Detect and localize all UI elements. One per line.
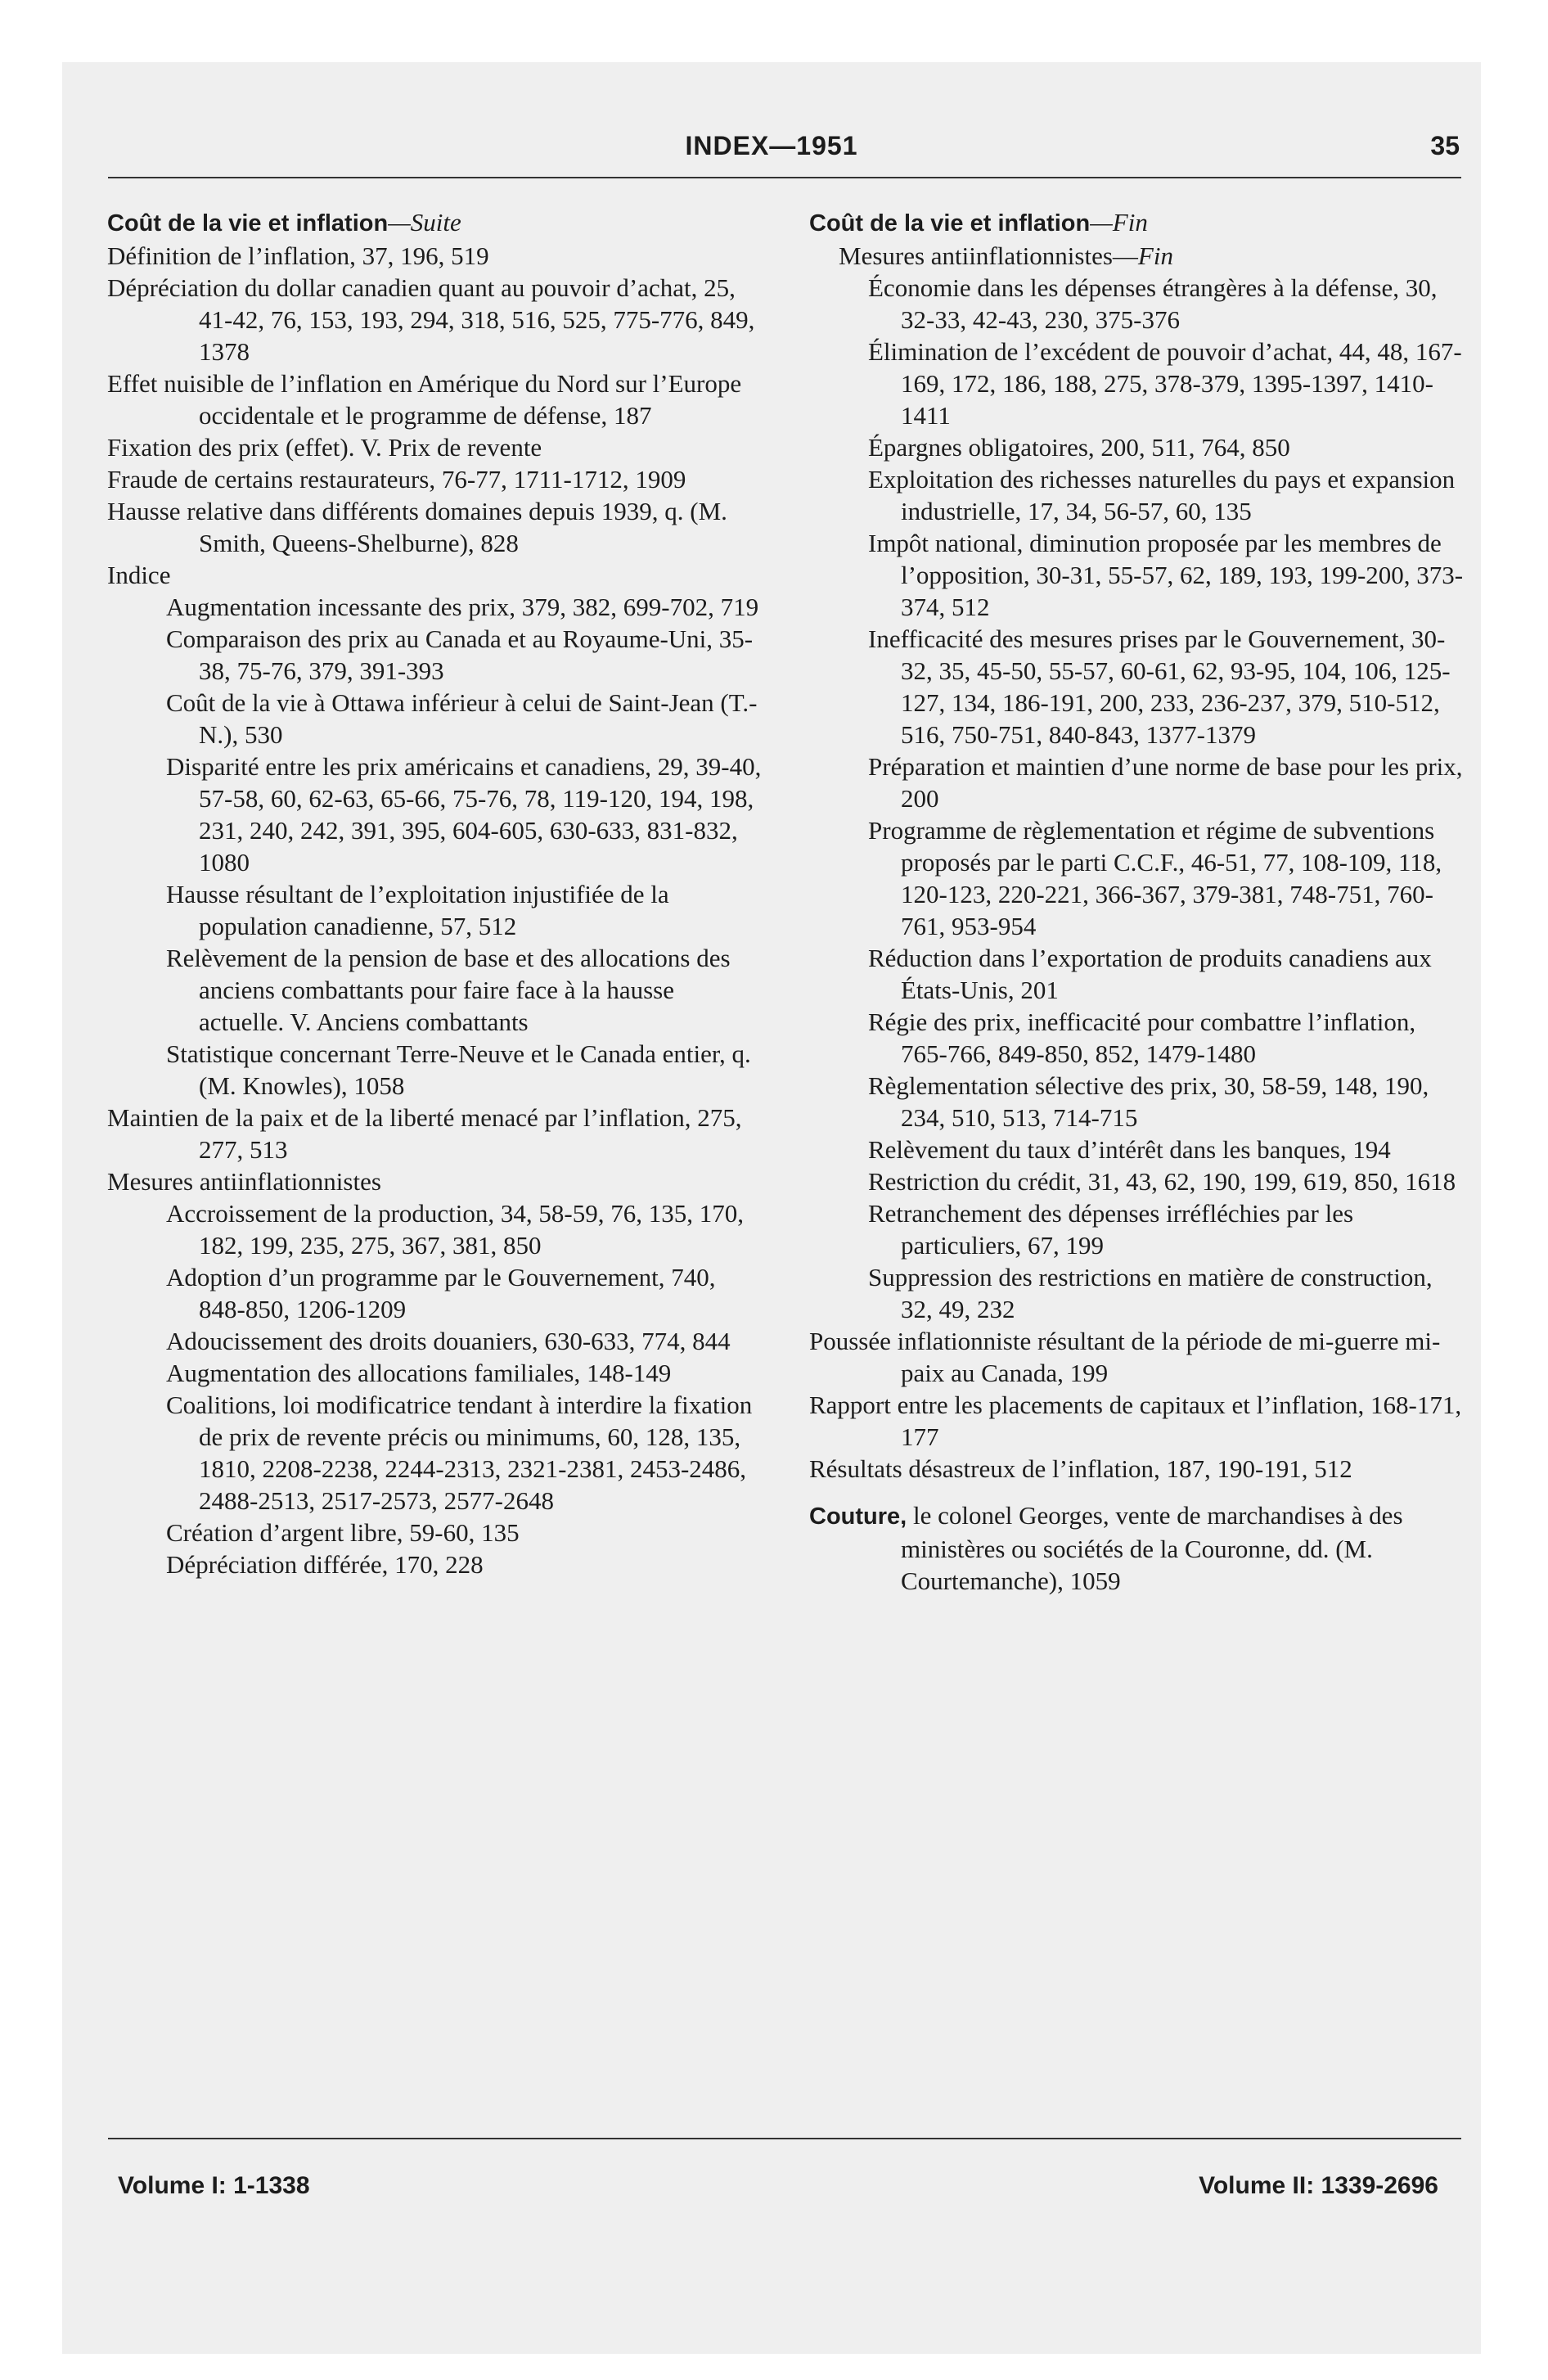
footer-volume-2: Volume II: 1339-2696 bbox=[1199, 2172, 1438, 2199]
left-entries bbox=[107, 240, 762, 1580]
heading-bold: Coût de la vie et inflation bbox=[107, 210, 389, 237]
index-entry: Création d’argent libre, 59-60, 135 bbox=[166, 1518, 520, 1547]
index-entry: Retranchement des dépenses irréfléchies par les particuliers, 67, 199 bbox=[868, 1199, 1354, 1260]
index-entry: Dépréciation du dollar canadien quant au pouvoir d’achat, 25, 41-42, 76, 153, 193, 294, 318, 516, 525, 775-776, 849, 1378 bbox=[107, 273, 755, 366]
sub-heading-text: Mesures antiinflationnistes— bbox=[839, 241, 1138, 270]
sub-heading bbox=[809, 240, 1464, 272]
index-entry: Fixation des prix (effet). V. Prix de revente bbox=[107, 433, 542, 462]
heading-italic: —Fin bbox=[1090, 208, 1148, 237]
index-entry: Coût de la vie à Ottawa inférieur à celui de Saint-Jean (T.-N.), 530 bbox=[166, 688, 758, 749]
index-entry: Augmentation des allocations familiales, 148-149 bbox=[166, 1359, 672, 1387]
section-heading bbox=[809, 206, 1464, 240]
index-entry: Effet nuisible de l’inflation en Amérique du Nord sur l’Europe occidentale et le programme de défense, 187 bbox=[107, 369, 742, 430]
index-entry: Réduction dans l’exportation de produits canadiens aux États-Unis, 201 bbox=[868, 944, 1432, 1004]
index-entry: Exploitation des richesses naturelles du pays et expansion industrielle, 17, 34, 56-57, 60, 135 bbox=[868, 465, 1456, 525]
index-entry: Adoption d’un programme par le Gouvernement, 740, 848-850, 1206-1209 bbox=[166, 1263, 716, 1323]
sub-heading-italic: Fin bbox=[1137, 241, 1173, 270]
index-entry: Dépréciation différée, 170, 228 bbox=[166, 1550, 484, 1579]
heading-italic: —Suite bbox=[388, 208, 461, 237]
page-number: 35 bbox=[1430, 131, 1460, 160]
index-entry: Relèvement du taux d’intérêt dans les banques, 194 bbox=[868, 1135, 1391, 1164]
index-entry: Disparité entre les prix américains et canadiens, 29, 39-40, 57-58, 60, 62-63, 65-66, 75-76, 78, 119-120, 194, 198, 231, 240, 242, 391, 395, 604-605, 630-633, 831-832, 1080 bbox=[166, 752, 762, 877]
index-entry: Maintien de la paix et de la liberté menacé par l’inflation, 275, 277, 513 bbox=[107, 1103, 742, 1164]
index-entry: Préparation et maintien d’une norme de base pour les prix, 200 bbox=[868, 752, 1463, 813]
index-entry: Économie dans les dépenses étrangères à la défense, 30, 32-33, 42-43, 230, 375-376 bbox=[868, 273, 1438, 334]
index-entry: Poussée inflationniste résultant de la période de mi-guerre mi-paix au Canada, 199 bbox=[809, 1327, 1441, 1387]
index-entry: Règlementation sélective des prix, 30, 58-59, 148, 190, 234, 510, 513, 714-715 bbox=[868, 1071, 1429, 1132]
index-entry: Coalitions, loi modificatrice tendant à interdire la fixation de prix de revente précis ou minimums, 60, 128, 135, 1810, 2208-2238, 2244-2313, 2321-2381, 2453-2486, 2488-2513, 2517-2573, 2577-2648 bbox=[166, 1391, 753, 1515]
index-entry: Régie des prix, inefficacité pour combattre l’inflation, 765-766, 849-850, 852, 1479-1480 bbox=[868, 1007, 1416, 1068]
index-entry-couture bbox=[809, 1499, 1464, 1597]
index-entry: Définition de l’inflation, 37, 196, 519 bbox=[107, 241, 489, 270]
index-entry: Épargnes obligatoires, 200, 511, 764, 850 bbox=[868, 433, 1290, 462]
footer-rule bbox=[108, 2138, 1461, 2139]
index-entry: Mesures antiinflationnistes bbox=[107, 1167, 381, 1196]
couture-name: Couture, bbox=[809, 1503, 907, 1530]
index-entry: Hausse relative dans différents domaines depuis 1939, q. (M. Smith, Queens-Shelburne), 828 bbox=[107, 497, 727, 557]
index-entry: Inefficacité des mesures prises par le Gouvernement, 30-32, 35, 45-50, 55-57, 60-61, 62, 93-95, 104, 106, 125-127, 134, 186-191, 200, 233, 236-237, 379, 510-512, 516, 750-751, 840-843, 1377-1379 bbox=[868, 624, 1451, 749]
heading-bold: Coût de la vie et inflation bbox=[809, 210, 1091, 237]
index-page bbox=[62, 62, 1481, 2354]
index-entry: Rapport entre les placements de capitaux et l’inflation, 168-171, 177 bbox=[809, 1391, 1462, 1451]
couture-text: le colonel Georges, vente de marchandises à des ministères ou sociétés de la Couronne, dd. (M. Courtemanche), 1059 bbox=[901, 1501, 1403, 1595]
index-entry: Élimination de l’excédent de pouvoir d’achat, 44, 48, 167-169, 172, 186, 188, 275, 378-379, 1395-1397, 1410-1411 bbox=[868, 337, 1462, 430]
index-entry: Statistique concernant Terre-Neuve et le Canada entier, q. (M. Knowles), 1058 bbox=[166, 1039, 751, 1100]
index-entry: Fraude de certains restaurateurs, 76-77, 1711-1712, 1909 bbox=[107, 465, 686, 494]
index-entry: Accroissement de la production, 34, 58-59, 76, 135, 170, 182, 199, 235, 275, 367, 381, 850 bbox=[166, 1199, 744, 1260]
index-entry: Indice bbox=[107, 561, 171, 589]
section-heading bbox=[107, 206, 762, 240]
index-entry: Hausse résultant de l’exploitation injustifiée de la population canadienne, 57, 512 bbox=[166, 880, 669, 940]
page-title: INDEX—1951 bbox=[685, 131, 858, 160]
header-rule bbox=[108, 177, 1461, 178]
index-entry: Résultats désastreux de l’inflation, 187, 190-191, 512 bbox=[809, 1454, 1352, 1483]
index-entry: Suppression des restrictions en matière de construction, 32, 49, 232 bbox=[868, 1263, 1433, 1323]
index-entry: Impôt national, diminution proposée par les membres de l’opposition, 30-31, 55-57, 62, 189, 193, 199-200, 373-374, 512 bbox=[868, 529, 1464, 621]
index-entry: Programme de règlementation et régime de subventions proposés par le parti C.C.F., 46-51, 77, 108-109, 118, 120-123, 220-221, 366-367, 379-381, 748-751, 760-761, 953-954 bbox=[868, 816, 1442, 940]
index-entry: Relèvement de la pension de base et des allocations des anciens combattants pour faire face à la hausse actuelle. V. Anciens combattants bbox=[166, 944, 731, 1036]
left-column bbox=[107, 206, 762, 1580]
right-column bbox=[809, 206, 1464, 1597]
index-entry: Restriction du crédit, 31, 43, 62, 190, 199, 619, 850, 1618 bbox=[868, 1167, 1456, 1196]
right-entries bbox=[809, 272, 1464, 1485]
index-entry: Adoucissement des droits douaniers, 630-633, 774, 844 bbox=[166, 1327, 731, 1355]
index-entry: Augmentation incessante des prix, 379, 382, 699-702, 719 bbox=[166, 593, 759, 621]
index-entry: Comparaison des prix au Canada et au Royaume-Uni, 35-38, 75-76, 379, 391-393 bbox=[166, 624, 754, 685]
footer-volume-1: Volume I: 1-1338 bbox=[118, 2172, 310, 2199]
